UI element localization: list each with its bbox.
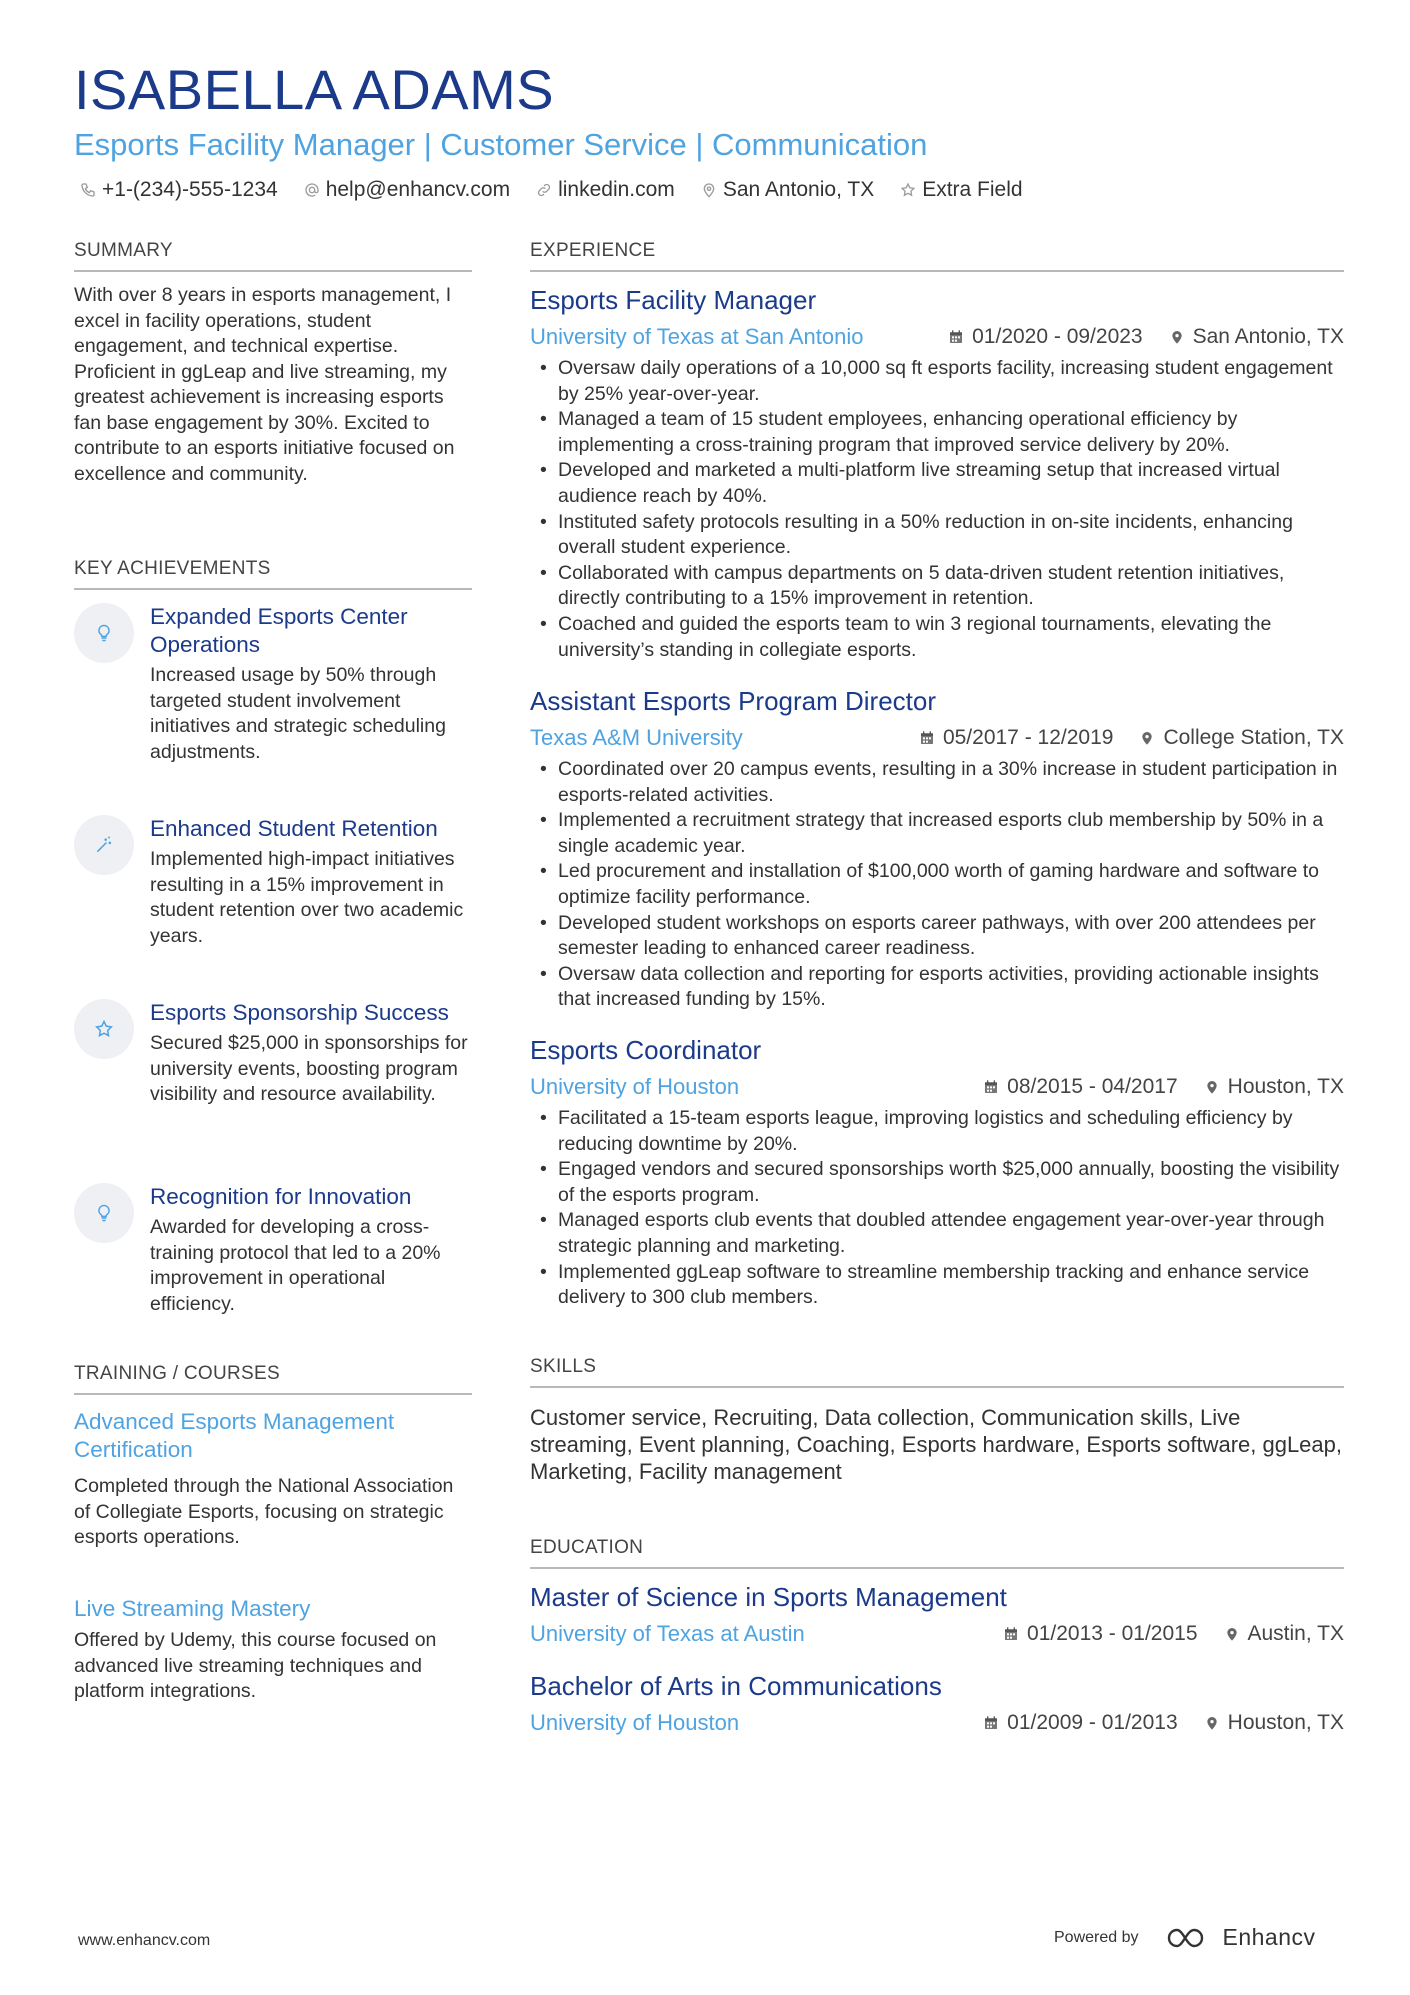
achievement-item [74, 1183, 474, 1317]
list-item: • Oversaw daily operations of a 10,000 sq ft esports facility, increasing student engagement by 25% year-over-year. [530, 356, 1344, 407]
contact-email[interactable] [304, 178, 510, 202]
job-dates [948, 325, 1142, 349]
powered-by-label: Powered by [1054, 1928, 1139, 1946]
candidate-name: ISABELLA ADAMS [74, 58, 555, 121]
job-location [1169, 325, 1344, 349]
job-meta [530, 725, 1344, 751]
link-icon [536, 182, 552, 198]
education-location-text: Austin, TX [1247, 1622, 1344, 1645]
education-meta [530, 1710, 1344, 1736]
star-icon [900, 182, 916, 198]
at-icon [304, 182, 320, 198]
achievement-title: Esports Sponsorship Success [150, 1000, 449, 1025]
education-location-text: Houston, TX [1227, 1711, 1344, 1734]
experience-heading: EXPERIENCE [530, 240, 1344, 272]
brand-name: Enhancv [1222, 1924, 1316, 1950]
summary-heading: SUMMARY [74, 240, 472, 272]
job-location-text: College Station, TX [1163, 726, 1344, 749]
location-icon [1204, 1079, 1220, 1095]
location-icon [1169, 329, 1185, 345]
achievement-title: Enhanced Student Retention [150, 816, 438, 841]
candidate-headline: Esports Facility Manager | Customer Service | Communication [74, 127, 928, 162]
list-item: • Managed esports club events that doubled attendee engagement year-over-year through strategic planning and marketing. [530, 1208, 1344, 1259]
skills-heading: SKILLS [530, 1356, 1344, 1388]
location-icon [1139, 730, 1155, 746]
list-item: • Managed a team of 15 student employees, enhancing operational efficiency by implementing a cross-training program that improved service delivery by 20%. [530, 407, 1344, 458]
achievement-desc: Implemented high-impact initiatives resulting in a 15% improvement in student retention over two academic years. [150, 848, 464, 947]
star-icon [94, 1019, 114, 1039]
location-icon [701, 182, 717, 198]
job-company: University of Texas at San Antonio [530, 324, 864, 349]
list-item: • Coached and guided the esports team to win 3 regional tournaments, elevating the university’s standing in collegiate esports. [530, 612, 1344, 663]
list-item: • Developed student workshops on esports career pathways, with over 200 attendees per semester leading to enhanced career readiness. [530, 911, 1344, 962]
job-title: Esports Coordinator [530, 1035, 762, 1065]
education-dates [1003, 1622, 1197, 1646]
job-company: University of Houston [530, 1074, 740, 1099]
magic-wand-icon [94, 835, 114, 855]
education-location [1204, 1711, 1344, 1735]
job-location-text: Houston, TX [1227, 1075, 1344, 1098]
job-title: Assistant Esports Program Director [530, 686, 937, 716]
contact-location [701, 178, 874, 202]
list-item: • Oversaw data collection and reporting for esports activities, providing actionable insights that increased funding by 15%. [530, 962, 1344, 1013]
footer-branding[interactable] [1054, 1924, 1316, 1951]
achievement-item [74, 999, 474, 1108]
lightbulb-icon [94, 623, 114, 643]
education-meta [530, 1621, 1344, 1647]
location-icon [1224, 1626, 1240, 1642]
phone-icon [80, 182, 96, 198]
contact-location-text: San Antonio, TX [722, 178, 875, 201]
job-dates-text: 01/2020 - 09/2023 [972, 325, 1143, 348]
contact-phone[interactable] [80, 178, 278, 202]
list-item: • Facilitated a 15-team esports league, improving logistics and scheduling efficiency by reducing downtime by 20%. [530, 1106, 1344, 1157]
education-heading: EDUCATION [530, 1537, 1344, 1569]
job-company: Texas A&M University [530, 725, 743, 750]
degree-title: Master of Science in Sports Management [530, 1582, 1007, 1612]
location-icon [1204, 1715, 1220, 1731]
enhancv-logo-icon [1165, 1925, 1211, 1951]
job-dates [919, 726, 1113, 750]
course-desc: Completed through the National Association of Collegiate Esports, focusing on strategic esports operations. [74, 1475, 454, 1548]
list-item: • Led procurement and installation of $100,000 worth of gaming hardware and software to optimize facility performance. [530, 859, 1344, 910]
calendar-icon [919, 730, 935, 746]
achievement-icon-wrap [74, 1183, 134, 1243]
achievement-desc: Awarded for developing a cross-training protocol that led to a 20% improvement in operational efficiency. [150, 1216, 441, 1315]
degree-title: Bachelor of Arts in Communications [530, 1671, 942, 1701]
education-dates-text: 01/2009 - 01/2013 [1007, 1711, 1178, 1734]
achievement-icon-wrap [74, 815, 134, 875]
job-location [1139, 726, 1344, 750]
contact-bar [80, 178, 1049, 202]
job-meta [530, 1074, 1344, 1100]
education-dates [983, 1711, 1177, 1735]
list-item: • Engaged vendors and secured sponsorships worth $25,000 annually, boosting the visibility of the esports program. [530, 1157, 1344, 1208]
job-title: Esports Facility Manager [530, 285, 817, 315]
achievement-title: Expanded Esports Center Operations [150, 604, 408, 657]
course-title: Live Streaming Mastery [74, 1596, 311, 1621]
job-bullets [530, 1106, 1344, 1311]
achievement-icon-wrap [74, 603, 134, 663]
list-item: • Collaborated with campus departments on 5 data-driven student retention initiatives, directly contributing to a 15% improvement in retention. [530, 561, 1344, 612]
list-item: • Implemented ggLeap software to streamline membership tracking and enhance service delivery to 300 club members. [530, 1260, 1344, 1311]
job-bullets [530, 757, 1344, 1013]
job-dates-text: 08/2015 - 04/2017 [1007, 1075, 1178, 1098]
education-location [1224, 1622, 1345, 1646]
contact-linkedin-text: linkedin.com [558, 178, 675, 201]
contact-email-text: help@enhancv.com [325, 178, 511, 201]
job-meta [530, 324, 1344, 350]
achievement-icon-wrap [74, 999, 134, 1059]
calendar-icon [948, 329, 964, 345]
course-title: Advanced Esports Management Certification [74, 1409, 395, 1462]
job-location-text: San Antonio, TX [1192, 325, 1344, 348]
achievement-item [74, 815, 474, 949]
skills-text: Customer service, Recruiting, Data collection, Communication skills, Live streaming, Event planning, Coaching, Esports hardware, Esports software, ggLeap, Marketing, Facility management [530, 1405, 1343, 1484]
job-location [1204, 1075, 1344, 1099]
list-item: • Coordinated over 20 campus events, resulting in a 30% increase in student participation in esports-related activities. [530, 757, 1344, 808]
job-dates [983, 1075, 1177, 1099]
contact-extra [900, 178, 1022, 202]
achievement-desc: Secured $25,000 in sponsorships for university events, boosting program visibility and resource availability. [150, 1032, 468, 1105]
course-desc: Offered by Udemy, this course focused on advanced live streaming techniques and platform integrations. [74, 1629, 437, 1702]
lightbulb-icon [94, 1203, 114, 1223]
calendar-icon [983, 1079, 999, 1095]
school-name: University of Houston [530, 1710, 740, 1735]
list-item: • Implemented a recruitment strategy that increased esports club membership by 50% in a single academic year. [530, 808, 1344, 859]
list-item: • Developed and marketed a multi-platform live streaming setup that increased virtual audience reach by 40%. [530, 458, 1344, 509]
list-item: • Instituted safety protocols resulting in a 50% reduction in on-site incidents, enhancing overall student experience. [530, 510, 1344, 561]
education-dates-text: 01/2013 - 01/2015 [1027, 1622, 1198, 1645]
calendar-icon [1003, 1626, 1019, 1642]
footer-website[interactable]: www.enhancv.com [78, 1932, 211, 1949]
contact-phone-text: +1-(234)-555-1234 [102, 178, 278, 201]
contact-linkedin[interactable] [536, 178, 675, 202]
job-dates-text: 05/2017 - 12/2019 [942, 726, 1114, 749]
school-name: University of Texas at Austin [530, 1621, 805, 1646]
achievement-desc: Increased usage by 50% through targeted student involvement initiatives and strategic scheduling adjustments. [150, 664, 446, 763]
achievements-heading: KEY ACHIEVEMENTS [74, 558, 472, 590]
achievement-title: Recognition for Innovation [150, 1184, 412, 1209]
calendar-icon [983, 1715, 999, 1731]
achievement-item [74, 603, 474, 765]
training-heading: TRAINING / COURSES [74, 1363, 472, 1395]
summary-text: With over 8 years in esports management, I excel in facility operations, student engagement, and technical expertise. Proficient in ggLeap and live streaming, my greatest achievement is increasing esports fan base engagement by 30%. Excited to contribute to an esports initiative focused on excellence and community. [74, 284, 455, 485]
job-bullets [530, 356, 1344, 663]
contact-extra-text: Extra Field [922, 178, 1023, 201]
